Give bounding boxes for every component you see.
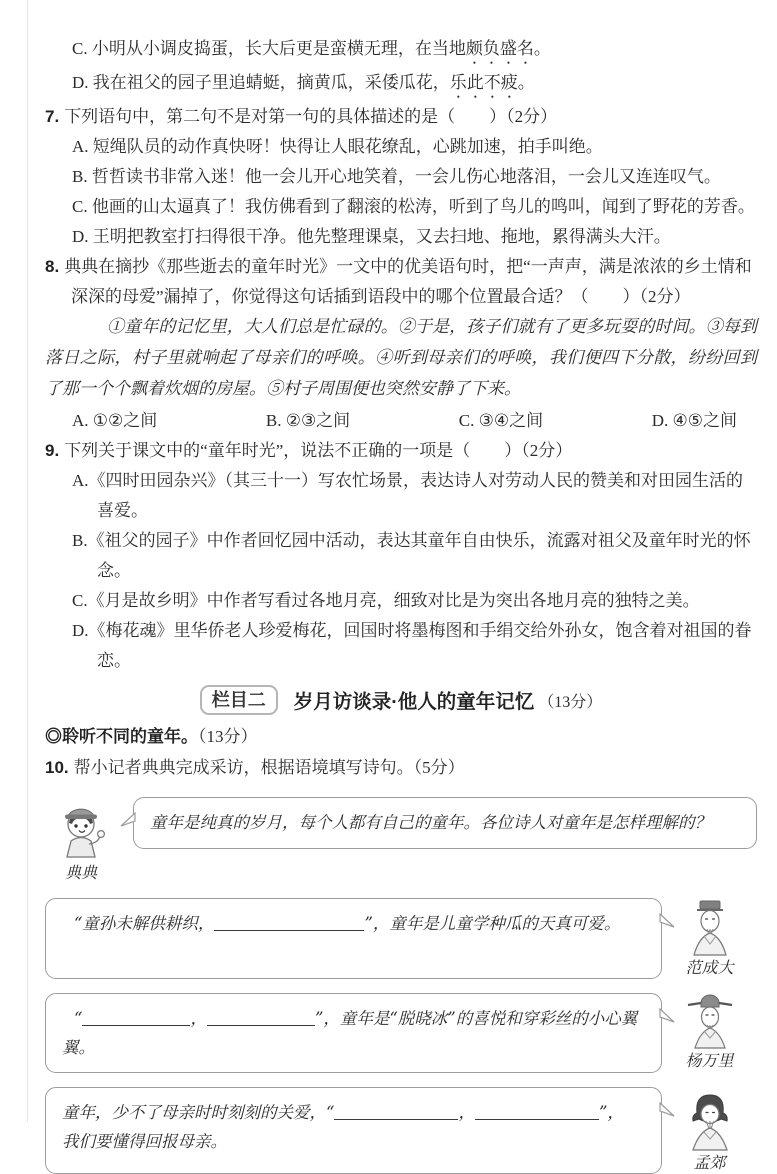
- yang-wanli-portrait: [685, 993, 735, 1049]
- fan-chengda-portrait: [687, 898, 733, 956]
- q7-option-a: A. 短绳队员的动作真快呀！快得让人眼花缭乱，心跳加速，拍手叫绝。: [72, 137, 603, 156]
- bubble-tail-right: [659, 1102, 675, 1118]
- question-8-number: 8.: [45, 257, 60, 276]
- interview-block: [45, 797, 757, 1174]
- q6-option-d-period: 。: [517, 73, 535, 92]
- question-8-text: 典典在摘抄《那些逝去的童年时光》一文中的优美语句时，把“一声声，满是浓浓的乡土情和深深的母爱”漏掉了，你觉得这句话插到语段中的哪个位置最合适？（ ）（2分）: [64, 257, 752, 306]
- section-title: 岁月访谈录·他人的童年记忆: [293, 691, 535, 713]
- q7-option-c: C. 他画的山太逼真了！我仿佛看到了翻滚的松涛，听到了鸟儿的鸣叫，闻到了野花的芳香。: [72, 197, 755, 216]
- subsection-heading: [45, 721, 757, 753]
- meng-jiao-portrait: [684, 1087, 736, 1151]
- answer-post: ”，: [598, 1103, 624, 1122]
- page-content: [45, 34, 757, 1174]
- poet-row-fanchengda: [45, 898, 757, 979]
- fanchengda-column: [662, 898, 757, 979]
- page-margin-line: [27, 0, 28, 1122]
- fanchengda-name: 范成大: [685, 958, 734, 977]
- answer-mid: ，: [458, 1103, 475, 1122]
- question-8-stem: [45, 252, 757, 312]
- answer-blank: [214, 915, 364, 931]
- mengjiao-column: [662, 1087, 757, 1174]
- question-7-text: 下列语句中，第二句不是对第一句的具体描述的是（ ）（2分）: [64, 107, 558, 126]
- q8-passage: ①童年的记忆里，大人们总是忙碌的。②于是，孩子们就有了更多玩耍的时间。③每到落日之际，村子里就响起了母亲们的呼唤。④听到母亲们的呼唤，我们便四下分散，纷纷回到了那一个个飘着炊烟的房屋。⑤村子周围便也突然安静了下来。: [45, 317, 757, 399]
- answer-line2: 我们要懂得回报母亲。: [62, 1132, 227, 1151]
- answer-blank: [207, 1010, 315, 1026]
- q8-option-b: B. ②③之间: [265, 411, 351, 430]
- interviewer-question: 童年是纯真的岁月，每个人都有自己的童年。各位诗人对童年是怎样理解的？: [150, 813, 711, 832]
- q9-option-c: C.《月是故乡明》中作者写看过各地月亮，细致对比是为突出各地月亮的独特之美。: [72, 591, 700, 610]
- fanchengda-bubble: [45, 898, 662, 979]
- interviewer-column: [45, 797, 117, 884]
- poet-row-yangwanli: [45, 993, 757, 1073]
- question-7-number: 7.: [45, 107, 60, 126]
- boy-reporter-avatar: [53, 797, 109, 861]
- q8-options-row: [45, 405, 757, 436]
- interviewer-row: [45, 797, 757, 884]
- q6-option-c-period: 。: [533, 39, 551, 58]
- subsection-score: （13分）: [198, 727, 258, 746]
- yangwanli-bubble: [45, 993, 662, 1073]
- question-10-number: 10.: [45, 758, 69, 777]
- answer-blank: [334, 1104, 458, 1120]
- answer-pre: “: [74, 1009, 83, 1028]
- answer-post: ”，童年是儿童学种瓜的天真可爱。: [364, 914, 621, 933]
- mengjiao-name: 孟郊: [693, 1153, 726, 1172]
- mengjiao-bubble: [45, 1087, 662, 1174]
- q6-option-d-text: D. 我在祖父的园子里追蜻蜓，摘黄瓜，采倭瓜花，: [72, 73, 450, 92]
- q6-option-c-text: C. 小明从小调皮捣蛋，长大后更是蛮横无理，在当地: [72, 39, 466, 58]
- section-header: [45, 685, 757, 715]
- question-10-stem: [45, 753, 757, 783]
- question-9-stem: [45, 436, 757, 466]
- answer-blank: [475, 1104, 599, 1120]
- q6-option-d: [45, 68, 757, 102]
- q7-option-b: B. 哲哲读书非常入迷！他一会儿开心地笑着，一会儿伤心地落泪，一会儿又连连叹气。: [72, 167, 721, 186]
- q8-option-a: A. ①②之间: [72, 411, 158, 430]
- section-score: （13分）: [538, 693, 603, 711]
- question-7-stem: [45, 102, 757, 132]
- q9-option-a: A.《四时田园杂兴》（其三十一）写农忙场景，表达诗人对劳动人民的赞美和对田园生活的喜爱。: [72, 471, 744, 520]
- answer-pre: 童年，少不了母亲时时刻刻的关爱，“: [62, 1103, 335, 1122]
- bubble-tail-right: [659, 913, 675, 929]
- q7-option-d: D. 王明把教室打扫得很干净。他先整理课桌，又去扫地、拖地，累得满头大汗。: [72, 227, 671, 246]
- subsection-label: ◎聆听不同的童年。: [45, 727, 198, 746]
- q9-option-d: D.《梅花魂》里华侨老人珍爱梅花，回国时将墨梅图和手绢交给外孙女，饱含着对祖国的眷恋。: [72, 621, 752, 670]
- question-9-text: 下列关于课文中的“童年时光”，说法不正确的一项是（ ）（2分）: [64, 441, 573, 460]
- question-9-number: 9.: [45, 441, 60, 460]
- q8-option-c: C. ③④之间: [458, 411, 544, 430]
- answer-mid: ，: [190, 1009, 207, 1028]
- q8-option-d: D. ④⑤之间: [651, 411, 737, 430]
- yangwanli-column: [662, 993, 757, 1073]
- q9-option-b: B.《祖父的园子》中作者回忆园中活动，表达其童年自由快乐，流露对祖父及童年时光的怀念。: [72, 531, 751, 580]
- answer-post: ”，童年是“脱晓冰”的喜悦和穿彩丝的小心翼翼。: [62, 1009, 638, 1057]
- bubble-tail-left: [120, 812, 136, 828]
- answer-pre: “童孙未解供耕织，: [74, 914, 215, 933]
- interviewer-bubble: [133, 797, 757, 849]
- q6-option-d-emphasized: 乐此不疲: [449, 73, 518, 92]
- yangwanli-name: 杨万里: [685, 1051, 734, 1070]
- bubble-tail-right: [659, 1008, 675, 1024]
- section-badge: 栏目二: [200, 685, 278, 715]
- q6-option-c: [45, 34, 757, 68]
- question-10-text: 帮小记者典典完成采访，根据语境填写诗句。（5分）: [73, 758, 465, 777]
- q6-option-c-emphasized: 颇负盛名: [465, 39, 534, 58]
- poet-row-mengjiao: [45, 1087, 757, 1174]
- interviewer-name: 典典: [64, 863, 97, 882]
- answer-blank: [82, 1010, 190, 1026]
